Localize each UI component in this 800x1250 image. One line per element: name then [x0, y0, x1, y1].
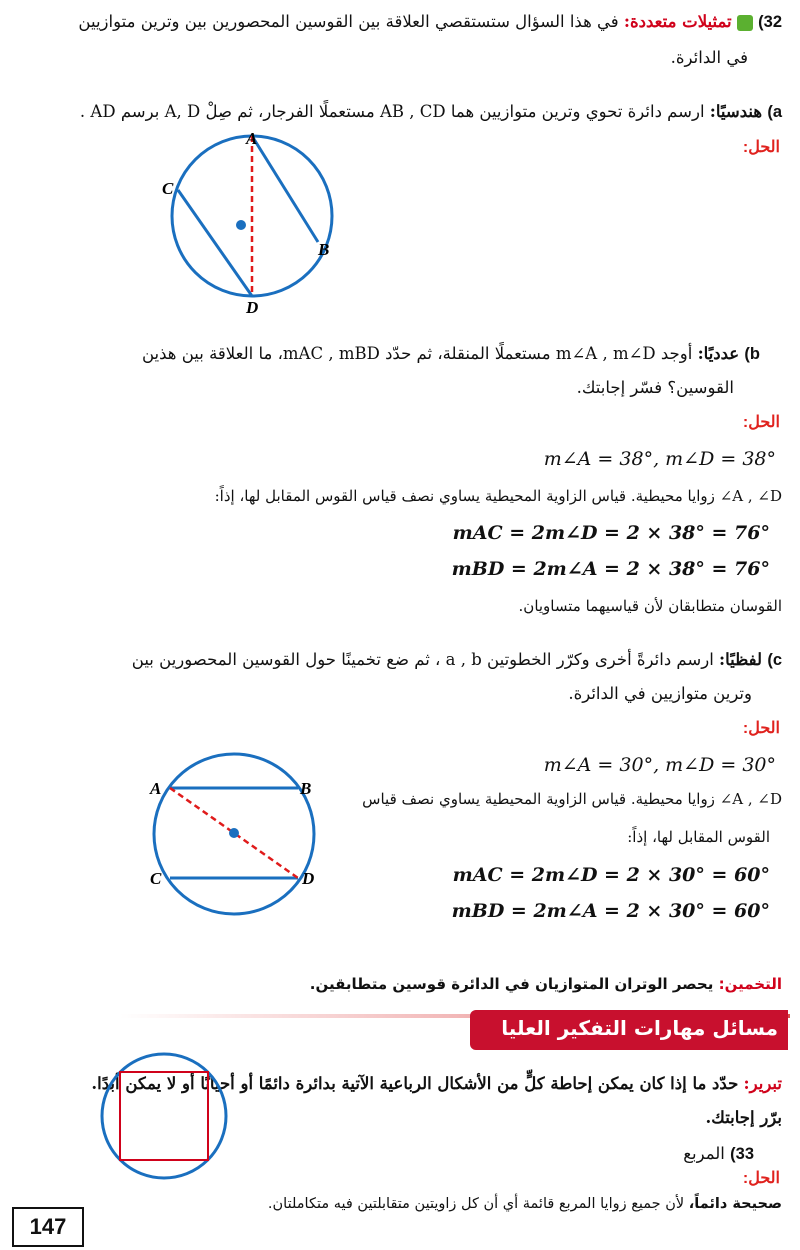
part-c-line2: وترين متوازيين في الدائرة. [568, 684, 752, 703]
q32-title: تمثيلات متعددة: [623, 12, 732, 31]
q33-title: المربع [683, 1144, 725, 1163]
conjecture [18, 970, 782, 998]
part-c-explain1: A , ∠D∠ زوايا محيطية. قياس الزاوية المحيطية يساوي نصف قياس [362, 790, 782, 808]
label-c-2: C [150, 869, 162, 888]
part-c-label: c) [767, 651, 782, 669]
label-d-2: D [302, 869, 315, 888]
q33-answer-rest: لأن جميع زوايا المربع قائمة أي أن كل زاويتين متقابلتين فيه متكاملتان. [267, 1196, 685, 1212]
part-b-line2: القوسين؟ فسّر إجابتك. [576, 378, 734, 397]
part-b-line1 [18, 340, 760, 368]
multiple-representations-icon [737, 15, 753, 31]
chord-ab-1 [252, 136, 318, 242]
part-a-label: a) [767, 103, 782, 121]
part-a-text: ارسم دائرة تحوي وترين متوازيين هما AB , CD مستعملًا الفرجار، ثم صِلْ A, D برسم AD . [79, 102, 705, 121]
center-point-1 [236, 220, 246, 230]
part-c-eq1: m∠A = 30°, m∠D = 30° [543, 754, 776, 776]
part-b-eq3: mBD = 2m∠A = 2 × 38° = 76° [451, 558, 770, 580]
q33-solution: الحل: [742, 1170, 780, 1187]
part-b-solution: الحل: [742, 414, 780, 431]
part-c-line1 [18, 646, 782, 674]
figure-parallel-chords-2 [140, 750, 340, 930]
part-b-conclusion: القوسان متطابقان لأن قياسيهما متساويان. [518, 597, 782, 615]
part-c-text: ارسم دائرةً أخرى وكرّر الخطوتين a , b ، ثم ضع تخمينًا حول القوسين المحصورين بين [131, 650, 714, 669]
part-c-eq3: mBD = 2m∠A = 2 × 30° = 60° [451, 900, 770, 922]
q32-text: في هذا السؤال ستستقصي العلاقة بين القوسين المحصورين بين وترين متوازيين [78, 12, 619, 31]
part-c-solution: الحل: [742, 720, 780, 737]
part-b-text: أوجد m∠A , m∠D مستعملًا المنقلة، ثم حدّد mAC , mBD، ما العلاقة بين هذين [141, 344, 693, 363]
label-a-1: A [246, 130, 258, 148]
part-c-eq2: mAC = 2m∠D = 2 × 30° = 60° [452, 864, 770, 886]
q33-answer [18, 1190, 782, 1218]
justify-line2: برّر إجابتك. [705, 1108, 782, 1127]
part-a-solution: الحل: [742, 139, 780, 156]
part-b-eq2: mAC = 2m∠D = 2 × 38° = 76° [452, 522, 770, 544]
figure-parallel-chords-1 [140, 130, 370, 320]
label-b-2: B [300, 779, 312, 798]
conjecture-text: يحصر الوتران المتوازيان في الدائرة قوسين متطابقين. [309, 975, 714, 993]
part-b-explain: A , ∠D∠ زوايا محيطية. قياس الزاوية المحيطية يساوي نصف قياس القوس المقابل لها، إذاً: [214, 487, 782, 505]
conjecture-label: التخمين: [718, 975, 782, 993]
justify-text: حدّد ما إذا كان يمكن إحاطة كلٍّ من الأشكال الرباعية الآتية بدائرة دائمًا أو أحيانًا أو لا يمكن أبدًا. [91, 1074, 739, 1093]
part-a-title: هندسيًا: [709, 102, 763, 121]
part-b-title: عدديًا: [697, 344, 740, 363]
inscribed-square [120, 1072, 208, 1160]
page-number: 147 [12, 1207, 84, 1247]
label-a-2: A [150, 779, 162, 798]
figure-inscribed-square [96, 1046, 232, 1186]
q33-number: 33) [730, 1145, 754, 1163]
q32-number: 32) [758, 13, 782, 31]
section-banner-title: مسائل مهارات التفكير العليا [501, 1016, 778, 1040]
q32-line2: في الدائرة. [670, 48, 748, 67]
label-b-1: B [318, 240, 330, 259]
part-c-title: لفظيًا: [719, 650, 763, 669]
part-c-explain2: القوس المقابل لها، إذاً: [627, 828, 770, 846]
q33-answer-bold: صحيحة دائماً، [688, 1196, 782, 1212]
justify-title: تبرير: [743, 1074, 782, 1093]
center-point-2 [229, 828, 239, 838]
label-c-1: C [162, 179, 174, 198]
part-b-eq1: m∠A = 38°, m∠D = 38° [543, 448, 776, 470]
part-a-line [18, 98, 782, 126]
q32-line1 [18, 8, 782, 36]
label-d-1: D [246, 298, 259, 317]
chord-cd-1 [178, 190, 252, 296]
part-b-label: b) [744, 345, 760, 363]
